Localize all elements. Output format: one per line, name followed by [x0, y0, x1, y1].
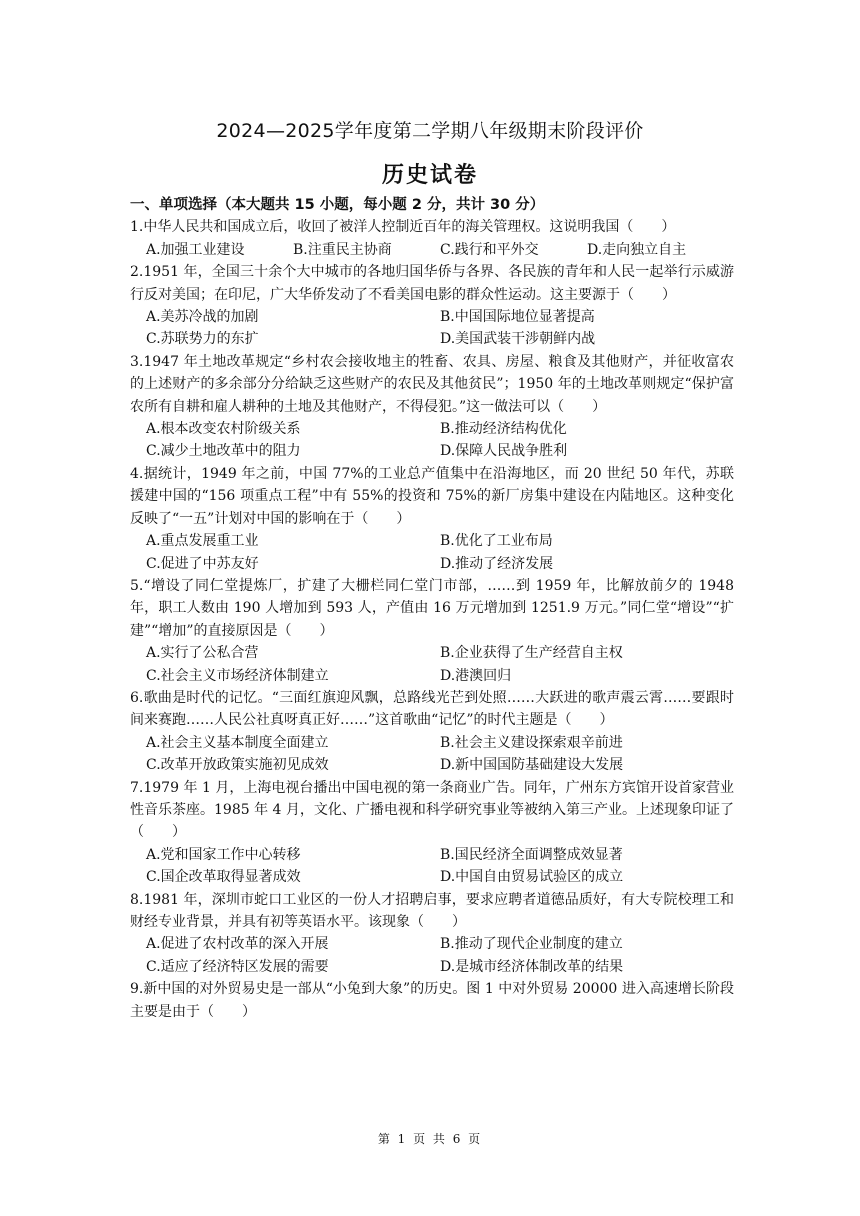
option-c[interactable]: C.国企改革取得显著成效	[146, 869, 301, 886]
exam-title: 2024—2025学年度第二学期八年级期末阶段评价	[216, 120, 644, 142]
option-b[interactable]: B.优化了工业布局	[440, 533, 553, 550]
question-7	[130, 777, 734, 889]
question-3	[130, 351, 734, 463]
option-a[interactable]: A.社会主义基本制度全面建立	[146, 734, 329, 751]
option-d[interactable]: D.新中国国防基础建设大发展	[440, 757, 624, 774]
options-row	[130, 642, 734, 664]
option-d[interactable]: D.美国武装干涉朝鲜内战	[440, 331, 596, 348]
option-a[interactable]: A.促进了农村改革的深入开展	[146, 936, 329, 953]
question-6	[130, 687, 734, 777]
option-d[interactable]: D.中国自由贸易试验区的成立	[440, 869, 624, 886]
question-text: 8.1981 年，深圳市蛇口工业区的一份人才招聘启事，要求应聘者道德品质好，有大专院校理工和财经专业背景，并具有初等英语水平。该现象（ ）	[130, 891, 734, 930]
option-d[interactable]: D.是城市经济体制改革的结果	[440, 958, 624, 975]
option-b[interactable]: B.推动经济结构优化	[440, 421, 567, 438]
options-row	[130, 866, 734, 888]
question-1	[130, 216, 734, 261]
option-d[interactable]: D.推动了经济发展	[440, 555, 554, 572]
option-b[interactable]: B.企业获得了生产经营自主权	[440, 645, 623, 662]
option-a[interactable]: A.实行了公私合营	[146, 645, 259, 662]
option-c[interactable]: C.促进了中苏友好	[146, 555, 259, 572]
options-row	[130, 328, 734, 350]
question-text: 4.据统计，1949 年之前，中国 77%的工业总产值集中在沿海地区，而 20 世纪 50 年代，苏联援建中国的“156 项重点工程”中有 55%的投资和 75%的新厂房集中建设在内陆地区。这种变化反映了“一五”计划对中国的影响在于（ ）	[130, 465, 734, 527]
exam-subtitle: 历史试卷	[381, 163, 478, 188]
option-b[interactable]: B.中国国际地位显著提高	[440, 309, 595, 326]
question-text: 3.1947 年土地改革规定“乡村农会接收地主的牲畜、农具、房屋、粮食及其他财产，并征收富农的上述财产的多余部分分给缺乏这些财产的农民及其他贫民”；1950 年的土地改革则规定“保护富农所有自耕和雇人耕种的土地及其他财产，不得侵犯。”这一做法可以（ ）	[130, 353, 734, 415]
option-b[interactable]: B.社会主义建设探索艰辛前进	[440, 734, 623, 751]
question-text: 7.1979 年 1 月，上海电视台播出中国电视的第一条商业广告。同年，广州东方宾馆开设首家营业性音乐茶座。1985 年 4 月，文化、广播电视和科学研究事业等被纳入第三产业。上述现象印证了（ ）	[130, 779, 734, 841]
option-a[interactable]: A.美苏冷战的加剧	[146, 309, 259, 326]
option-a[interactable]: A.加强工业建设	[146, 241, 245, 258]
option-a[interactable]: A.重点发展重工业	[146, 533, 259, 550]
options-row	[130, 306, 734, 328]
question-2	[130, 261, 734, 351]
options-row	[130, 530, 734, 552]
option-b[interactable]: B.国民经济全面调整成效显著	[440, 846, 623, 863]
question-text: 2.1951 年，全国三十余个大中城市的各地归国华侨与各界、各民族的青年和人民一起举行示威游行反对美国；在印尼，广大华侨发动了不看美国电影的群众性运动。这主要源于（ ）	[130, 264, 734, 303]
option-c[interactable]: C.改革开放政策实施初见成效	[146, 757, 329, 774]
option-c[interactable]: C.苏联势力的东扩	[146, 331, 259, 348]
option-c[interactable]: C.适应了经济特区发展的需要	[146, 958, 329, 975]
question-9	[130, 978, 734, 1023]
exam-content	[130, 194, 734, 1023]
question-text: 6.歌曲是时代的记忆。“三面红旗迎风飘，总路线光芒到处照……大跃进的歌声震云霄……要跟时间来赛跑……人民公社真呀真正好……”这首歌曲“记忆”的时代主题是（ ）	[130, 689, 734, 729]
option-d[interactable]: D.保障人民战争胜利	[440, 443, 568, 460]
options-row	[130, 956, 734, 978]
option-b[interactable]: B.注重民主协商	[293, 241, 392, 258]
options-row	[130, 665, 734, 687]
section-heading: 一、单项选择（本大题共 15 小题，每小题 2 分，共计 30 分）	[130, 197, 545, 213]
question-text: 5.“增设了同仁堂提炼厂，扩建了大栅栏同仁堂门市部，……到 1959 年，比解放前夕的 1948 年，职工人数由 190 人增加到 593 人，产值由 16 万元增加到 1251.9 万元。”同仁堂“增设”“扩建”“增加”的直接原因是（ ）	[130, 577, 734, 639]
question-4	[130, 463, 734, 575]
question-text: 9.新中国的对外贸易史是一部从“小兔到大象”的历史。图 1 中对外贸易 20000 进入高速增长阶段主要是由于（ ）	[130, 981, 734, 1020]
options-row	[130, 844, 734, 866]
option-c[interactable]: C.践行和平外交	[440, 241, 539, 258]
options-row	[130, 933, 734, 955]
options-row	[130, 239, 734, 261]
option-d[interactable]: D.走向独立自主	[587, 241, 687, 258]
options-row	[130, 553, 734, 575]
question-8	[130, 889, 734, 979]
page-footer: 第 1 页 共 6 页	[377, 1132, 483, 1146]
question-text: 1.中华人民共和国成立后，收回了被洋人控制近百年的海关管理权。这说明我国（ ）	[130, 219, 676, 236]
option-b[interactable]: B.推动了现代企业制度的建立	[440, 936, 623, 953]
question-5	[130, 575, 734, 687]
option-d[interactable]: D.港澳回归	[440, 667, 512, 684]
options-row	[130, 418, 734, 440]
option-a[interactable]: A.党和国家工作中心转移	[146, 846, 301, 863]
options-row	[130, 440, 734, 462]
option-c[interactable]: C.减少土地改革中的阻力	[146, 443, 301, 460]
options-row	[130, 754, 734, 776]
option-c[interactable]: C.社会主义市场经济体制建立	[146, 667, 329, 684]
options-row	[130, 732, 734, 754]
option-a[interactable]: A.根本改变农村阶级关系	[146, 421, 301, 438]
